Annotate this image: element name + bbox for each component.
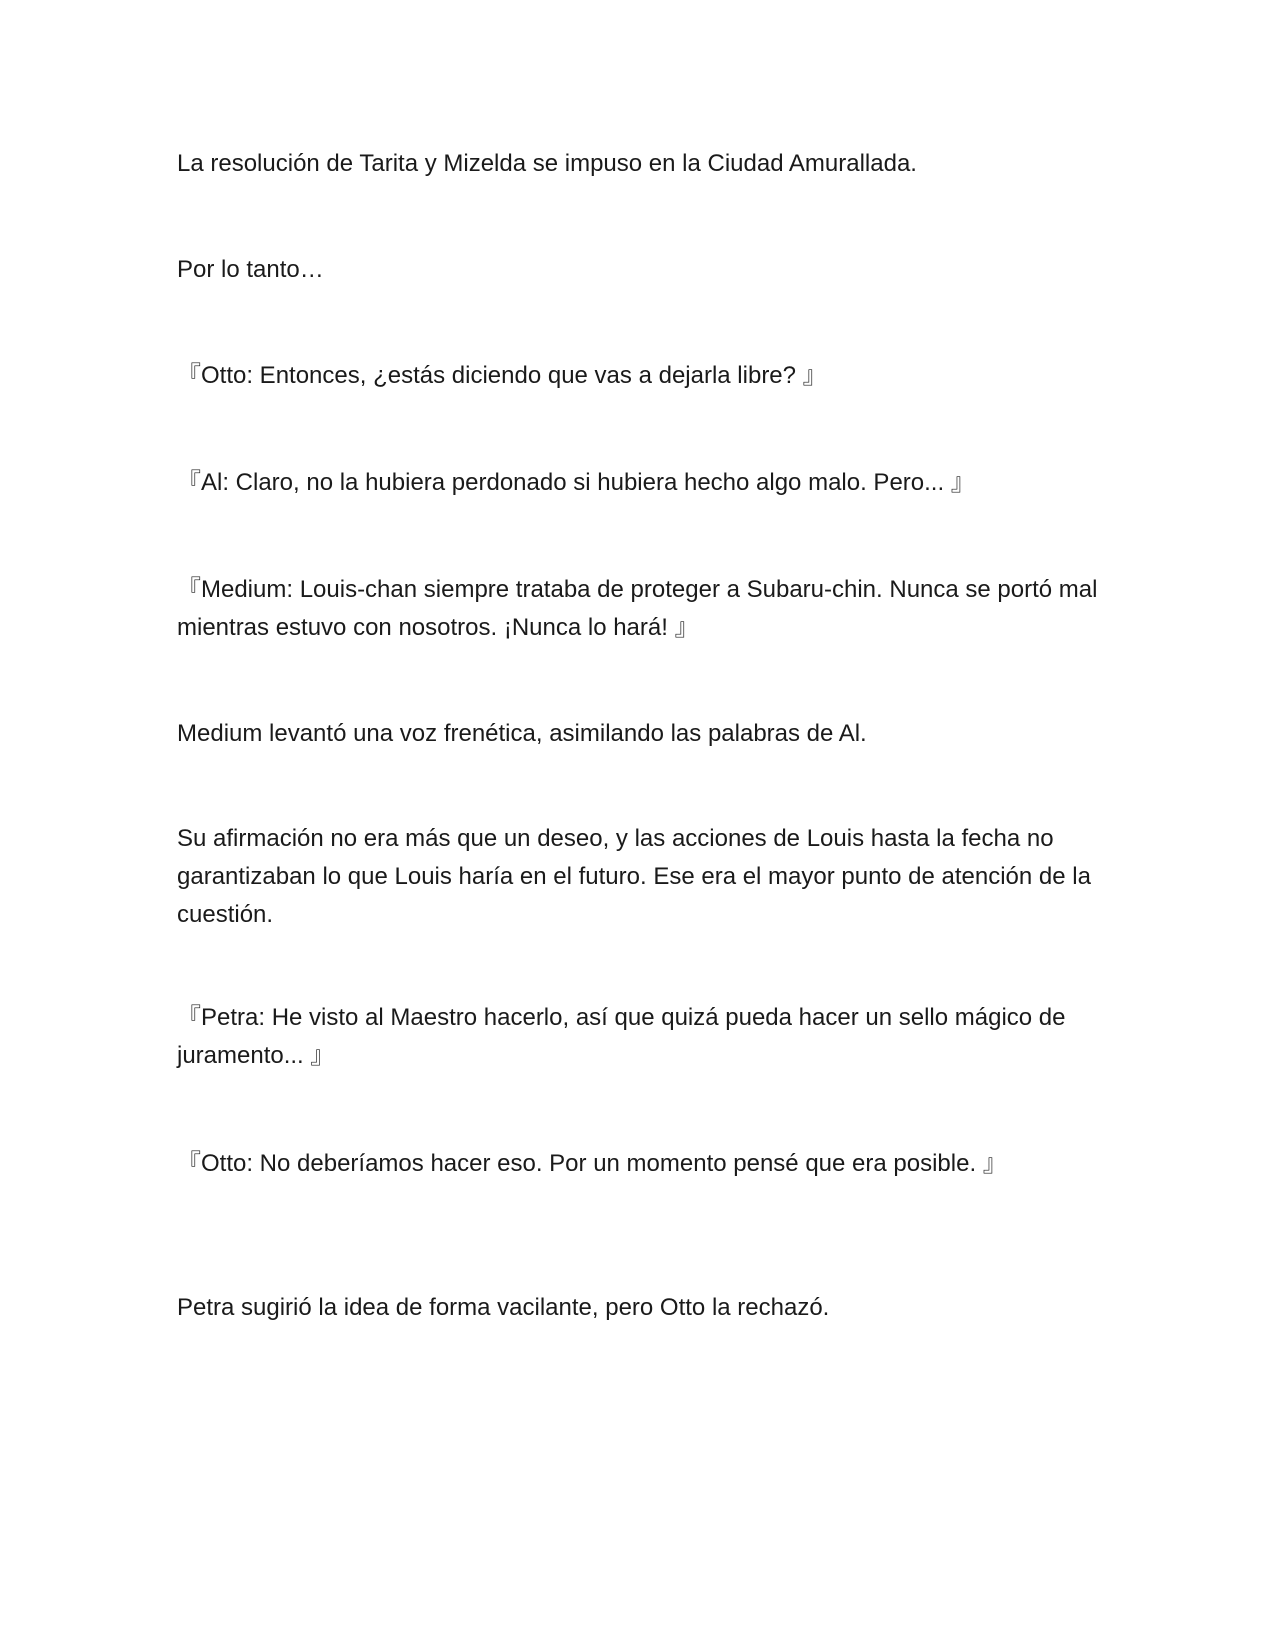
dialogue-otto-2: 『Otto: No deberíamos hacer eso. Por un momento pensé que era posible. 』 (177, 1150, 1007, 1177)
narration-paragraph-3: Medium levantó una voz frenética, asimilando las palabras de Al. (177, 720, 867, 747)
narration-paragraph-5: Petra sugirió la idea de forma vacilante, pero Otto la rechazó. (177, 1294, 830, 1321)
narration-paragraph-2: Por lo tanto… (177, 256, 324, 283)
dialogue-medium: 『Medium: Louis-chan siempre trataba de proteger a Subaru-chin. Nunca se portó mal mientras estuvo con nosotros. ¡Nunca lo hará! 』 (177, 576, 1098, 641)
narration-paragraph-4: Su afirmación no era más que un deseo, y las acciones de Louis hasta la fecha no garantizaban lo que Louis haría en el futuro. Ese era el mayor punto de atención de la cuestión. (177, 825, 1091, 928)
dialogue-al: 『Al: Claro, no la hubiera perdonado si hubiera hecho algo malo. Pero... 』 (177, 469, 975, 496)
narration-paragraph-1: La resolución de Tarita y Mizelda se impuso en la Ciudad Amurallada. (177, 150, 917, 177)
dialogue-petra: 『Petra: He visto al Maestro hacerlo, así que quizá pueda hacer un sello mágico de juramento... 』 (177, 1004, 1066, 1069)
dialogue-otto-1: 『Otto: Entonces, ¿estás diciendo que vas a dejarla libre? 』 (177, 362, 827, 389)
